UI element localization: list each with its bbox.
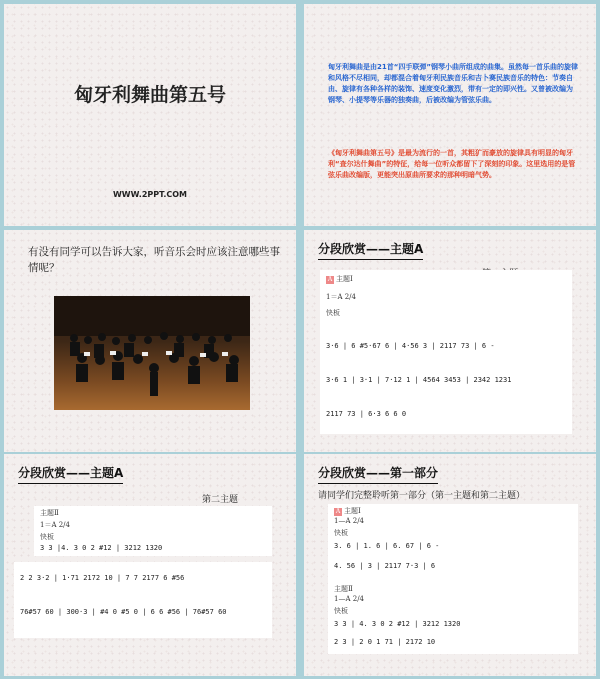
orchestra-photo bbox=[54, 296, 250, 410]
score-tempo-2: 快板 bbox=[334, 607, 348, 615]
score-sheet bbox=[320, 270, 572, 434]
score-line-1: 3·6 | 6 #5·67 6 | 4·56 3 | 2117 73 | 6 - bbox=[326, 342, 495, 350]
score-key-2: 1—A 2/4 bbox=[334, 595, 364, 603]
score-line-3: 76#57 60 | 300·3 | #4 0 #5 0 | 6 6 #56 | 76#57 60 bbox=[20, 608, 227, 616]
score-key: 1＝A 2/4 bbox=[326, 293, 356, 301]
slide-theme-a-2[interactable] bbox=[4, 454, 296, 676]
score-line-1: 3. 6 | 1. 6 | 6. 67 | 6 - bbox=[334, 542, 440, 550]
score-line-2: 4. 56 | 3 | 2117 7·3 | 6 bbox=[334, 562, 436, 570]
score-tempo: 快板 bbox=[40, 533, 54, 541]
site-url: WWW.2PPT.COM bbox=[112, 190, 188, 199]
section-title: 分段欣赏——主题A bbox=[318, 240, 423, 260]
slide-part-one[interactable] bbox=[304, 454, 596, 676]
score-sheet bbox=[328, 504, 578, 654]
score-head-1: 主题Ⅰ bbox=[344, 507, 361, 515]
instruction-text: 请同学们完整聆听第一部分（第一主题和第二主题） bbox=[318, 491, 526, 501]
score-line-1: 3 3 |4. 3 0 2 #12 | 3212 1320 bbox=[40, 544, 163, 552]
intro-paragraph-blue: 匈牙利舞曲是由21首“四手联弹”钢琴小曲所组成的曲集。虽然每一首乐曲的旋律和风格不尽相同，却都混合着匈牙利民族音乐和吉卜赛民族音乐的特色：节奏自由、旋律有各种各样的装饰、速度变化激烈，带有一定的即兴性。又曾被改编为钢琴、小提琴等乐器的独奏曲，后被改编为管弦乐曲。 bbox=[328, 63, 578, 104]
score-line-2: 2 2 3·2 | 1·71 2172 10 | 7 7 2177 6 #56 bbox=[20, 574, 185, 582]
score-line-3: 3 3 | 4. 3 0 2 #12 | 3212 1320 bbox=[334, 620, 461, 628]
score-tempo: 快板 bbox=[326, 309, 340, 317]
slide-theme-a-1[interactable] bbox=[304, 230, 596, 452]
score-key-1: 1—A 2/4 bbox=[334, 517, 364, 525]
score-badge: A bbox=[335, 508, 341, 515]
score-sheet-top bbox=[34, 506, 272, 556]
slide-question[interactable] bbox=[4, 230, 296, 452]
score-line-4: 2 3 | 2 0 1 71 | 2172 10 bbox=[334, 638, 436, 646]
section-title: 分段欣赏——主题A bbox=[18, 464, 123, 484]
slide-intro[interactable] bbox=[304, 4, 596, 226]
title-heading: 匈牙利舞曲第五号 bbox=[73, 84, 226, 106]
score-head-2: 主题Ⅱ bbox=[334, 585, 353, 593]
score-tempo-1: 快板 bbox=[334, 529, 348, 537]
score-label: 第二主题 bbox=[202, 495, 239, 505]
score-head: 主题Ⅰ bbox=[336, 275, 353, 283]
score-line-2: 3·6 1 | 3·1 | 7·12 1 | 4564 3453 | 2342 1231 bbox=[326, 376, 512, 384]
score-head: 主题Ⅱ bbox=[40, 509, 59, 517]
score-sheet-bottom bbox=[14, 562, 272, 638]
slide-title[interactable] bbox=[4, 4, 296, 226]
score-key: 1＝A 2/4 bbox=[40, 521, 70, 529]
score-line-3: 2117 73 | 6·3 6 6 0 bbox=[326, 410, 407, 418]
score-badge: A bbox=[327, 276, 333, 283]
question-text: 有没有同学可以告诉大家，听音乐会时应该注意哪些事情呢？ bbox=[28, 246, 280, 274]
intro-paragraph-red: 《匈牙利舞曲第五号》是最为流行的一首，其粗犷而豪放的旋律具有明显的匈牙利“查尔达什舞曲”的特征，给每一位听众都留下了深刻的印象。这里选用的是管弦乐曲改编版，更能突出原曲所要求的那种明暗气势。 bbox=[328, 149, 576, 179]
section-title: 分段欣赏——第一部分 bbox=[318, 464, 438, 484]
